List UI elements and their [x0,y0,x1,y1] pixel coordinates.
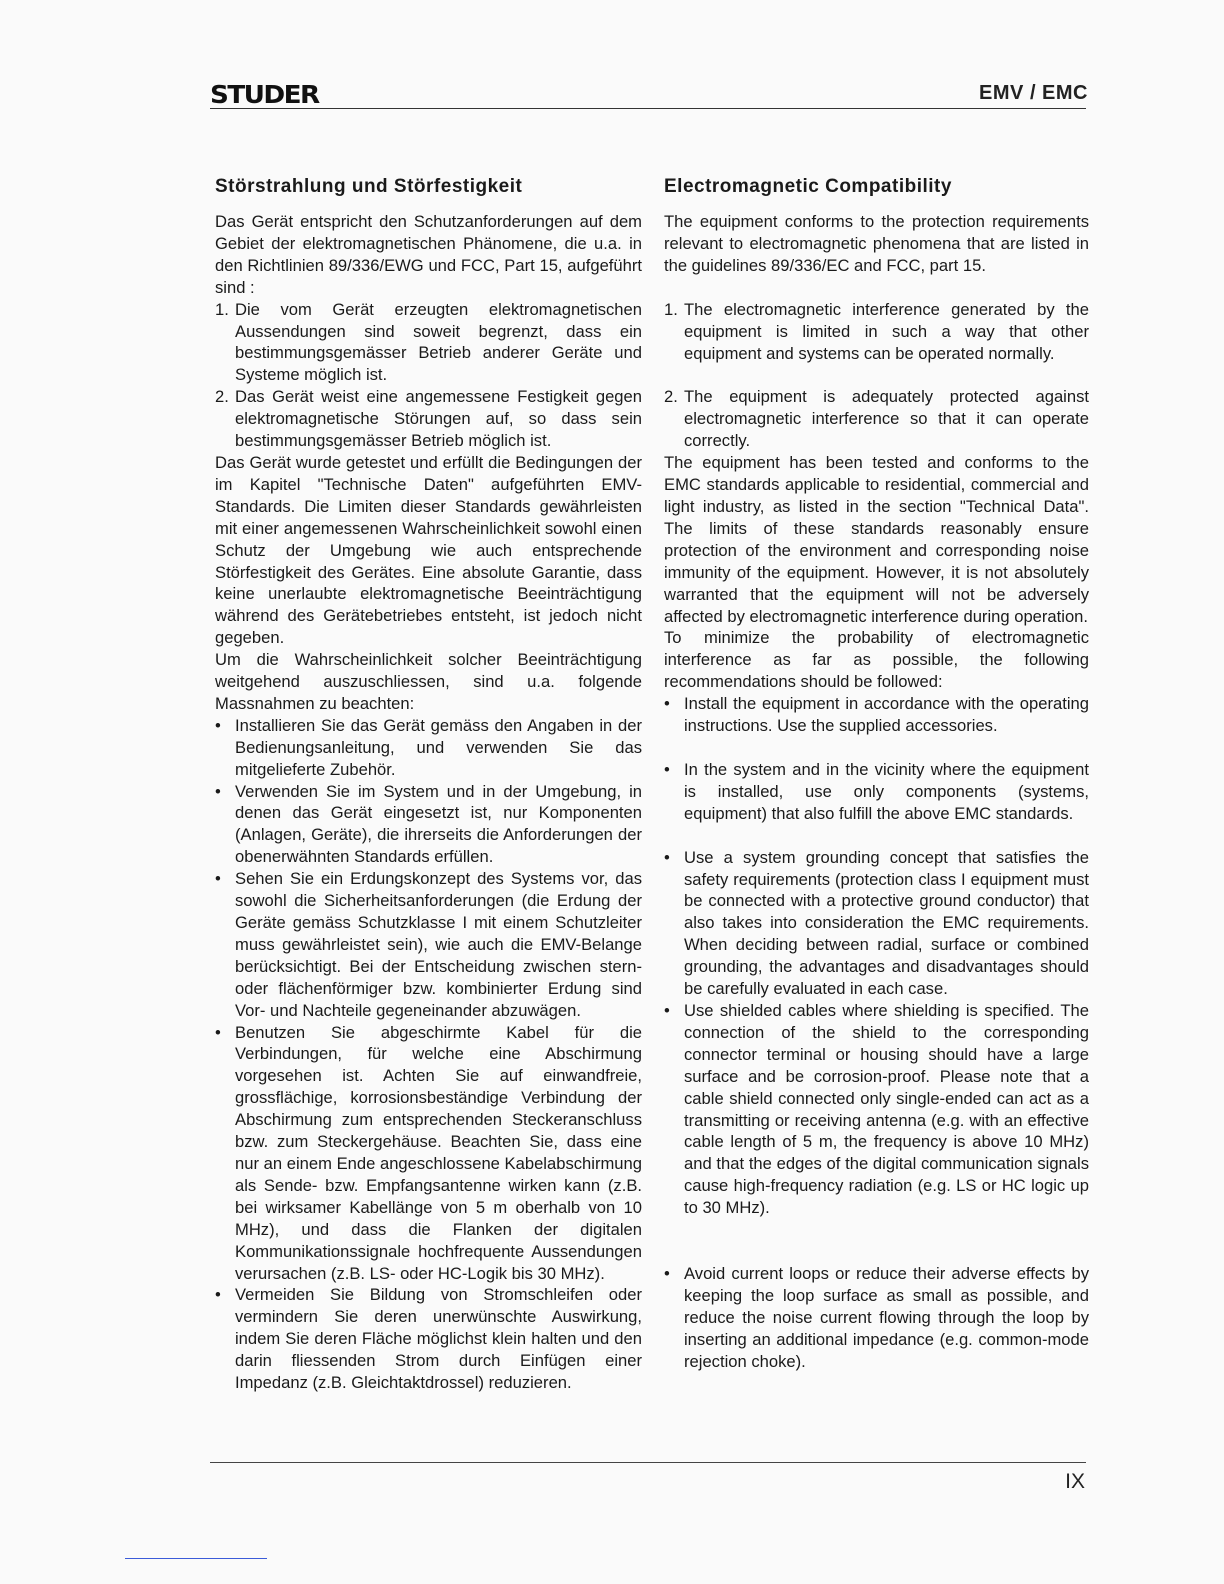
section-title: EMV / EMC [979,82,1088,104]
list-item [664,1263,1089,1373]
page-header [210,80,1088,108]
german-intro: Das Gerät entspricht den Schutzanforderungen auf dem Gebiet der elektromagnetischen Phänomene, die u.a. in den Richtlinien 89/336/EWG und FCC, Part 15, aufgeführt sind : [215,212,642,297]
link-underline [125,1558,267,1559]
list-item [664,693,1089,737]
german-column [215,175,642,1394]
german-paragraph: Das Gerät wurde getestet und erfüllt die Bedingungen der im Kapitel "Technische Daten" aufgeführten EMV-Standards. Die Limiten dieser Standards gewährleisten mit einer angemessenen Wahrscheinlichkeit sowohl einen Schutz der Umgebung wie auch entsprechende Störfestigkeit des Gerätes. Eine absolute Garantie, dass keine unerlaubte elektromagnetische Beeinträchtigung während des Gerätebetriebes entsteht, ist jedoch nicht gegeben. [215,452,642,648]
english-column [664,175,1089,1373]
list-item [664,299,1089,365]
list-item [215,868,642,1021]
list-item-text: In the system and in the vicinity where the equipment is installed, use only components (systems, equipment) that also fulfill the above EMC standards. [684,759,1089,823]
bullet-icon: • [664,1264,670,1284]
list-item-text: Install the equipment in accordance with the operating instructions. Use the supplied accessories. [684,694,1089,736]
list-item-text: Sehen Sie ein Erdungskonzept des Systems vor, das sowohl die Sicherheitsanforderungen (die Erdung der Geräte gemäss Schutzklasse I mit einem Schutzleiter muss gewährleistet sein), wie auch die EMV-Belange berücksichtigt. Bei der Entscheidung zwischen stern- oder flächenförmiger bzw. kombinierter Erdung sind Vor- und Nachteile gegeneinander abzuwägen. [235,869,642,1020]
page-number: IX [1065,1470,1085,1493]
english-intro: The equipment conforms to the protection requirements relevant to electromagnetic phenomena that are listed in the guidelines 89/336/EC and FCC, part 15. [664,212,1089,275]
list-item-text: The electromagnetic interference generated by the equipment is limited in such a way that other equipment and systems can be operated normally. [684,299,1089,363]
english-bullet-list [664,693,1089,1372]
bullet-icon: • [215,1285,221,1305]
english-paragraph: The equipment has been tested and conforms to the EMC standards applicable to residential, commercial and light industry, as listed in the section "Technical Data". The limits of these standards reasonably ensure protection of the environment and corresponding noise immunity of the equipment. However, it is not absolutely warranted that the equipment will not be adversely affected by electromagnetic interference during operation. [664,453,1089,626]
english-paragraph: To minimize the probability of electromagnetic interference as far as possible, the following recommendations should be followed: [664,628,1089,692]
bullet-icon: • [215,781,221,801]
list-marker: 2. [215,387,229,407]
bullet-icon: • [215,1022,221,1042]
list-item [215,299,642,387]
list-item [664,1000,1089,1219]
german-title: Störstrahlung und Störfestigkeit [215,176,523,197]
list-item-text: Verwenden Sie im System und in der Umgebung, in denen das Gerät eingesetzt ist, nur Komponenten (Anlagen, Geräte), die ihrerseits die Anforderungen der obenerwähnten Standards erfüllen. [235,781,642,867]
list-marker: 1. [215,299,229,319]
german-numbered-list [215,299,642,452]
list-item [664,386,1089,452]
list-item [215,386,642,452]
list-item-text: Die vom Gerät erzeugten elektromagnetischen Aussendungen sind soweit begrenzt, dass ein bestimmungsgemässer Betrieb anderer Geräte und Systeme möglich ist. [235,299,642,385]
header-rule [210,108,1086,109]
bullet-icon: • [664,759,670,779]
list-item [215,781,642,869]
list-item-text: Vermeiden Sie Bildung von Stromschleifen oder vermindern Sie deren unerwünschte Auswirkung, indem Sie deren Fläche möglichst klein halten und den darin fliessenden Strom durch Einfügen einer Impedanz (z.B. Gleichtaktdrossel) reduzieren. [235,1285,642,1393]
english-numbered-list [664,299,1089,452]
list-item [664,759,1089,825]
bullet-icon: • [664,847,670,867]
german-bullet-list [215,715,642,1394]
list-item-text: Benutzen Sie abgeschirmte Kabel für die Verbindungen, für welche eine Abschirmung vorgesehen ist. Achten Sie auf einwandfreie, grossflächige, korrosionsbeständige Verbindung der Abschirmung zum entsprechenden Steckeranschluss bzw. zum Steckergehäuse. Beachten Sie, dass eine nur an einem Ende angeschlossene Kabelabschirmung als Sende- bzw. Empfangsantenne wirken kann (z.B. bei wirksamer Kabellänge von 5 m oberhalb von 10 MHz), und dass die Flanken der digitalen Kommunikationssignale hochfrequente Aussendungen verursachen (z.B. LS- oder HC-Logik bis 30 MHz). [235,1022,642,1283]
list-item [215,1022,642,1285]
list-item [215,1284,642,1394]
bullet-icon: • [215,715,221,735]
english-title: Electromagnetic Compatibility [664,176,952,197]
list-item-text: Installieren Sie das Gerät gemäss den Angaben in der Bedienungsanleitung, und verwenden Sie das mitgelieferte Zubehör. [235,715,642,779]
list-item-text: The equipment is adequately protected against electromagnetic interference so that it can operate correctly. [684,387,1089,451]
list-item-text: Avoid current loops or reduce their adverse effects by keeping the loop surface as small as possible, and reduce the noise current flowing through the loop by inserting an additional impedance (e.g. common-mode rejection choke). [684,1264,1089,1371]
footer-rule [210,1462,1086,1463]
german-paragraph: Um die Wahrscheinlichkeit solcher Beeinträchtigung weitgehend auszuschliessen, sind u.a. folgende Massnahmen zu beachten: [215,650,642,713]
bullet-icon: • [664,694,670,714]
bullet-icon: • [664,1001,670,1020]
studer-logo: STUDER [210,80,319,109]
list-item [664,847,1089,1000]
list-item-text: Use a system grounding concept that satisfies the safety requirements (protection class I equipment must be connected with a protective ground conductor) that also takes into consideration the EMC requirements. When deciding between radial, surface or combined grounding, the advantages and disadvantages should be carefully evaluated in each case. [684,847,1089,999]
bullet-icon: • [215,869,221,889]
list-item-text: Use shielded cables where shielding is specified. The connection of the shield to the corresponding connector terminal or housing should have a large surface and be corrosion-proof. Please note that a cable shield connected only single-ended can act as a transmitting or receiving antenna (e.g. with an effective cable length of 5 m, the frequency is above 10 MHz) and that the edges of the digital communication signals cause high-frequency radiation (e.g. LS or HC logic up to 30 MHz). [684,1001,1089,1218]
list-marker: 2. [664,387,678,407]
list-item [215,715,642,781]
list-marker: 1. [664,299,678,319]
list-item-text: Das Gerät weist eine angemessene Festigkeit gegen elektromagnetische Störungen auf, so dass sein bestimmungsgemässer Betrieb möglich ist. [235,387,642,451]
